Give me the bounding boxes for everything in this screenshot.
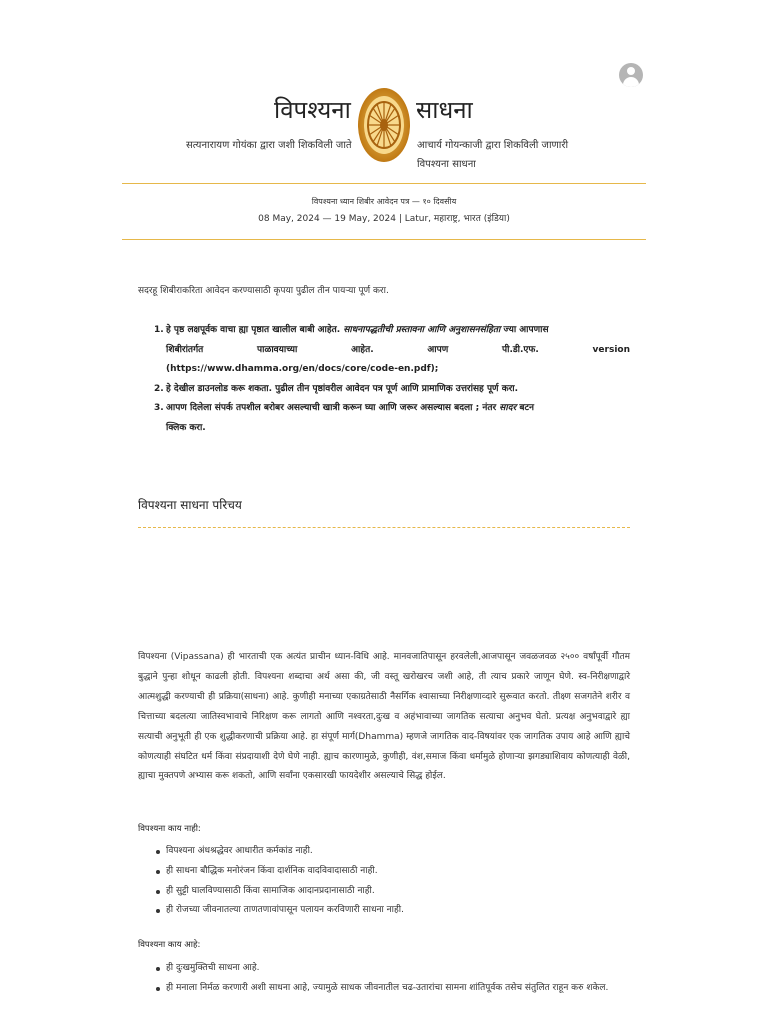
step-2: [138, 380, 630, 400]
list-item: ही साधना बौद्धिक मनोरंजन किंवा दार्शनिक वादविवादासाठी नाही.: [156, 862, 632, 882]
dhamma-wheel-logo-icon: [356, 86, 412, 164]
step-3-line-2: क्लिक करा.: [166, 422, 206, 433]
step-3-text-tail: बटन: [516, 403, 534, 414]
step-3-text: आपण दिलेला संपर्क तपशील बरोबर असल्याची खात्री करून घ्या आणि जरूर असल्यास बदला ; नंतर: [166, 403, 500, 414]
step-number: 1.: [154, 325, 164, 335]
brand-subtitle-right-line2: विपश्यना साधना: [417, 159, 476, 170]
header-divider-bottom: [122, 239, 646, 240]
pdf-link[interactable]: (https://www.dhamma.org/en/docs/core/code-en.pdf);: [166, 364, 439, 375]
clipped-text-line: [156, 1017, 516, 1024]
list-item: विपश्यना अंधश्रद्धेवर आधारीत कर्मकांड नाही.: [156, 842, 632, 862]
step-1-line-2: शिबीरांतर्गत पाळावयाच्या आहेत. आपण पी.डी.एफ. version: [166, 344, 630, 355]
list-item: ही सुट्टी घालविण्यासाठी किंवा सामाजिक आदानप्रदानासाठी नाही.: [156, 882, 632, 902]
event-title: विपश्यना ध्यान शिबीर आवेदन पत्र — १० दिवसीय: [311, 197, 457, 206]
list-item: ही दुःखमुक्तिची साधना आहे.: [156, 959, 632, 979]
list-item: ही मनाला निर्मळ करणारी अशी साधना आहे, ज्यामुळे साधक जीवनातील चढ-उतारांचा सामना शांतिपूर्वक तसेच संतुलित राहून करु शकेल.: [156, 979, 632, 999]
steps-list: [138, 321, 630, 439]
what-it-is-not-heading: विपश्यना काय नाही:: [138, 824, 201, 834]
code-of-discipline-link[interactable]: साधनापद्धतीची प्रस्तावना आणि अनुशासनसंहिता: [343, 325, 501, 335]
step-1-text: हे पृष्ठ लक्षपूर्वक वाचा ह्या पृष्ठात खालील बाबी आहेत.: [166, 325, 344, 335]
brand-subtitle-left: सत्यनारायण गोयंका द्वारा जशी शिकविली जाते: [186, 140, 352, 151]
brand-title-left: विपश्यना: [274, 96, 351, 124]
intro-paragraph: विपश्यना (Vipassana) ही भारताची एक अत्यंत प्राचीन ध्यान-विधि आहे. मानवजातिपासून हरवलेली,आजपासून जवळजवळ २५०० वर्षांपूर्वी गौतम बुद्धाने पुन्हा शोधून काढली होती. विपश्यना शब्दाचा अर्थ असा की, जी वस्तू खरोखरच जशी आहे, ती त्याच प्रकारे जाणून घेणे. स्व-निरीक्षणाद्वारे आत्मशुद्धी करण्याची ही प्रक्रिया(साधना) आहे. कुणीही मनाच्या एकाग्रतेसाठी नैसर्गिक श्वासाच्या निरीक्षणाव्दारे सुरूवात करतो. तीक्ष्ण सजगतेने शरीर व चित्ताच्या बदलत्या जातिस्वभावाचे निरिक्षण करू लागतो आणि नश्वरता,दुःख व अहंभावाच्या जागतिक सत्याचा अनुभव घेतो. प्रत्यक्ष अनुभवाद्वारे ह्या सत्याची अनुभूती ही एक शुद्धीकरणाची प्रक्रिया आहे. हा संपूर्ण मार्ग(Dhamma) म्हणजे जागतिक वाद-विषयांवर एक जागतिक उपाय आहे आणि ह्याचे कोणत्याही संघटित धर्म किंवा संप्रदायाशी देणे घेणे नाही. ह्याच कारणामुळे, कुणीही, वंश,समाज किंवा धर्मामुळे होणाऱ्या झगड्याशिवाय कोणत्याही वेळी, ह्याचा मुक्तपणे अभ्यास करू शकतो, आणि सर्वांना एकसारखी फायदेशीर असल्याचे सिद्ध होईल.: [138, 652, 630, 782]
what-it-is-heading: विपश्यना काय आहे:: [138, 940, 201, 950]
brand-subtitle-right-line1: आचार्य गोयन्काजी द्वारा शिकविली जाणारी: [417, 140, 569, 151]
what-it-is-not-list: [156, 842, 632, 921]
header-divider-top: [122, 183, 646, 184]
event-dates: 08 May, 2024 — 19 May, 2024 | Latur, महाराष्ट्र, भारत (इंडिया): [258, 214, 510, 224]
submit-reference: सादर: [499, 403, 517, 414]
step-number: 3.: [154, 403, 164, 414]
what-it-is-list: [156, 959, 632, 999]
step-1-text-tail: ज्या आपणास: [500, 325, 549, 335]
step-number: 2.: [154, 383, 164, 394]
step-3: [138, 399, 630, 438]
step-1: [138, 321, 630, 380]
user-account-icon[interactable]: [619, 63, 643, 87]
list-item: ही रोजच्या जीवनातल्या ताणतणावांपासून पलायन करविणारी साधना नाही.: [156, 901, 632, 921]
step-2-text: हे देखील डाउनलोड करू शकता. पुढील तीन पृष्ठांवरील आवेदन पत्र पूर्ण आणि प्रामाणिक उत्तरांसह पूर्ण करा.: [166, 383, 519, 394]
section-title: विपश्यना साधना परिचय: [138, 498, 242, 512]
brand-title-right: साधना: [416, 96, 473, 124]
intro-text: सदरहू शिबीराकरिता आवेदन करण्यासाठी कृपया पुढील तीन पायऱ्या पूर्ण करा.: [138, 286, 389, 296]
section-divider: [138, 527, 630, 528]
